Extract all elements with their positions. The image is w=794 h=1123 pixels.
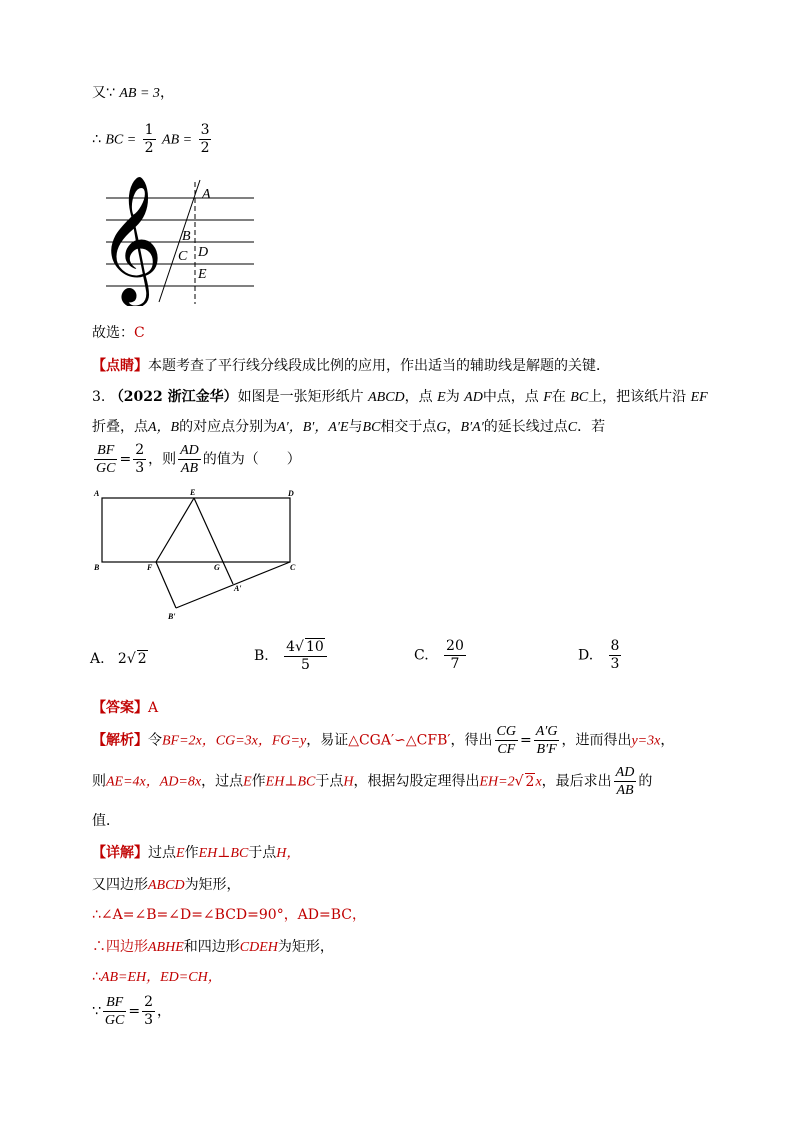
question-3-line-1: 3. （2022 浙江金华）如图是一张矩形纸片 ABCD，点 E为 AD中点，点 F在 BC上，把该纸片沿 EF — [92, 389, 708, 405]
label-a: A — [94, 489, 100, 498]
fraction: $\frac{8}{3}$ — [610, 638, 620, 672]
label-c: C — [290, 563, 296, 572]
fraction: $\frac{AD}{AB}$ — [615, 765, 635, 798]
figure-folded-rectangle — [90, 484, 310, 624]
figure-staff-lines — [92, 176, 262, 306]
because-symbol: ∵ — [106, 85, 115, 101]
label-g: G — [214, 563, 220, 572]
analysis-line-3: 值． — [92, 813, 120, 829]
detail-line-2: 又四边形ABCD为矩形， — [92, 877, 241, 893]
label-a-prime: A′ — [234, 584, 242, 593]
fraction: $\frac{1}{2}$ — [144, 122, 154, 156]
option-letter: B. — [254, 648, 269, 664]
answer-line — [92, 322, 145, 342]
analysis-line-1: 【解析】令BF=2x，CG=3x，FG=y，易证△CGA′∽△CFB′，得出 $\frac{CG}{CF}$ = $\frac{A'G}{B'F}$ ，进而得出y=3x， — [92, 724, 675, 757]
analysis-line-2: 则AE=4x，AD=8x，过点E作EH⊥BC于点H，根据勾股定理得出EH=2√ 2x，最后求出 $\frac{AD}{AB}$ 的 — [92, 765, 653, 798]
text: ， — [159, 85, 174, 101]
label-e: E — [190, 488, 196, 497]
answer-tag-line — [92, 697, 158, 717]
question-3-line-2: 折叠，点A，B的对应点分别为A′，B′，A′E与BC相交于点G，B′A′的延长线过点C．若 — [92, 419, 606, 435]
tip-line — [92, 355, 610, 375]
detail-line-1: 【详解】过点E作EH⊥BC于点H， — [92, 845, 301, 861]
option-letter: D. — [578, 647, 594, 664]
detail-line-4: ∴四边形ABHE和四边形CDEH为矩形， — [92, 939, 334, 955]
text: 又 — [92, 85, 106, 101]
analysis-tag: 【解析】 — [92, 732, 148, 749]
label-b-prime: B′ — [168, 612, 176, 621]
fraction: $\frac{BF}{GC}$ — [104, 995, 125, 1028]
detail-line-5: ∴AB=EH，ED=CH， — [92, 969, 222, 985]
option-letter: A. — [90, 651, 105, 667]
treble-clef-icon: 𝄞 — [98, 178, 164, 300]
label-c: C — [178, 249, 188, 264]
fraction-ad-ab: $\frac{AD}{AB}$ — [180, 443, 199, 476]
detail-line-6: ∵ $\frac{BF}{GC}$ = $\frac{2}{3}$ ， — [92, 994, 172, 1028]
fraction: $\frac{CG}{CF}$ — [496, 724, 516, 757]
label-b: B — [94, 563, 100, 572]
question-source: （2022 浙江金华） — [109, 389, 238, 405]
label-a: A — [202, 187, 211, 202]
text: 故选： — [92, 325, 134, 341]
option-d[interactable] — [578, 638, 623, 673]
fraction: $\frac{2}{3}$ — [144, 994, 154, 1028]
fraction: $\frac{4√ 10}{5}$ — [284, 638, 327, 674]
answer-value: A — [148, 700, 159, 716]
detail-tag: 【详解】 — [92, 845, 148, 861]
fraction: $\frac{20}{7}$ — [446, 638, 464, 672]
question-number: 3. — [92, 389, 106, 405]
option-c[interactable] — [414, 638, 468, 673]
fraction: $\frac{A'G}{B'F}$ — [535, 724, 558, 757]
tip-tag: 【点睛】 — [92, 358, 148, 374]
tip-text: 本题考查了平行线分线段成比例的应用，作出适当的辅助线是解题的关键． — [148, 358, 610, 374]
line-ab-equals-3 — [92, 82, 174, 102]
label-d: D — [198, 245, 209, 260]
option-a[interactable]: A. 2√ 2 — [90, 651, 147, 667]
question-3-line-3: $\frac{BF}{GC}$ = $\frac{2}{3}$ ，则 $\frac{AD}{AB}$ 的值为（ ） — [96, 442, 301, 476]
option-b[interactable] — [254, 638, 329, 674]
radical: 2 — [137, 651, 147, 667]
text: 如图是一张矩形纸片 — [237, 389, 364, 405]
fraction: $\frac{2}{3}$ — [135, 442, 145, 476]
fraction: $\frac{3}{2}$ — [200, 122, 210, 156]
math-expr: AB = 3 — [119, 86, 160, 101]
label-d: D — [288, 489, 294, 498]
line-bc-result — [92, 122, 213, 157]
math-expr: AB = — [162, 132, 193, 148]
therefore-symbol: ∴ — [92, 131, 101, 148]
math-expr: BC = — [105, 132, 137, 148]
label-b: B — [182, 229, 191, 244]
detail-line-3: ∴∠A=∠B=∠D=∠BCD=90°，AD=BC， — [92, 907, 367, 923]
fraction-bf-gc: $\frac{BF}{GC}$ — [96, 443, 116, 476]
answer-value: C — [134, 325, 145, 341]
option-letter: C. — [414, 647, 429, 664]
label-e: E — [198, 267, 207, 282]
answer-tag: 【答案】 — [92, 700, 148, 716]
label-f: F — [147, 563, 153, 572]
